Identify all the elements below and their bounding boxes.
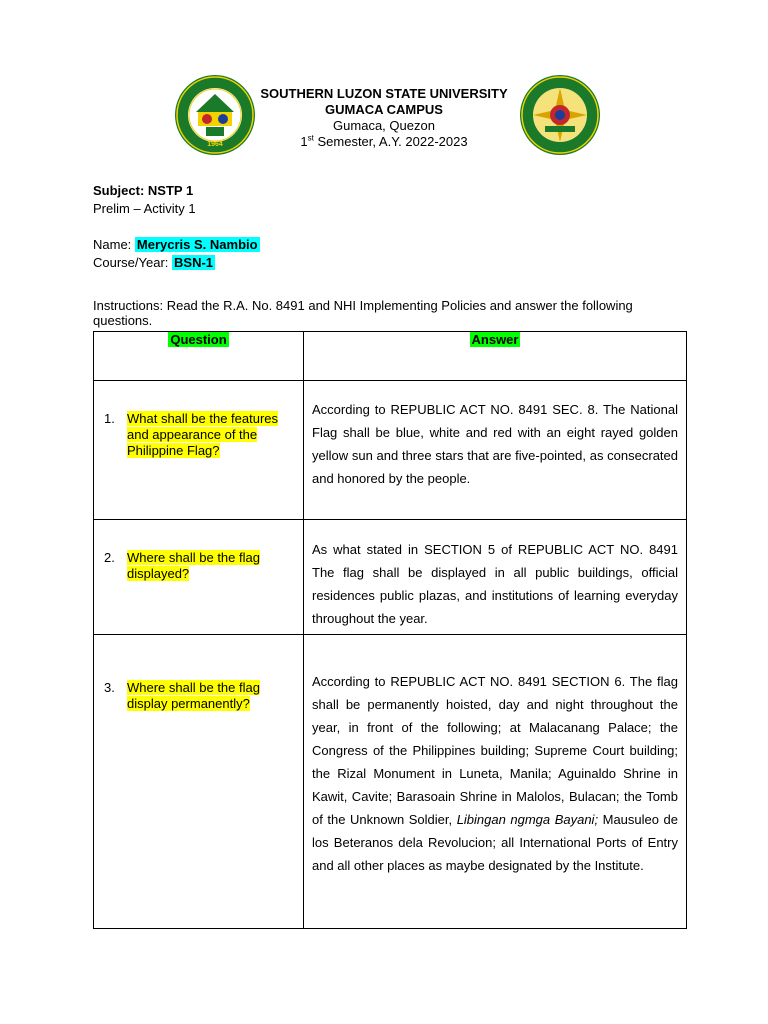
campus-name: GUMACA CAMPUS xyxy=(325,102,443,117)
answer-italic-text: Libingan ngmga Bayani; xyxy=(456,812,599,827)
table-row xyxy=(94,520,687,635)
svg-text:1964: 1964 xyxy=(207,141,223,148)
table-row xyxy=(94,635,687,929)
university-name: SOUTHERN LUZON STATE UNIVERSITY xyxy=(260,86,508,101)
student-name-value: Merycris S. Nambio xyxy=(136,237,258,252)
subject-line: Subject: NSTP 1 xyxy=(93,183,194,198)
answer-text: As what stated in SECTION 5 of REPUBLIC ACT NO. 8491 The flag shall be displayed in all public buildings, official residences public plazas, and institutions of learning everyday throughout the year. xyxy=(312,542,678,626)
answer-cell xyxy=(304,520,687,635)
course-year-value: BSN-1 xyxy=(174,255,214,270)
answer-cell xyxy=(304,381,687,520)
course-label: Course/Year: xyxy=(93,255,173,270)
question-header-cell xyxy=(94,332,304,381)
table-header-row xyxy=(94,332,687,381)
question-answer-table xyxy=(93,331,687,929)
question-text: Where shall be the flag displayed? xyxy=(127,550,260,581)
answer-cell xyxy=(304,635,687,929)
question-text: Where shall be the flag display permanently? xyxy=(127,680,260,711)
question-cell xyxy=(94,520,304,635)
activity-line: Prelim – Activity 1 xyxy=(93,201,196,216)
question-column-header: Question xyxy=(170,332,227,347)
answer-column-header: Answer xyxy=(471,332,519,347)
instructions-text: Instructions: Read the R.A. No. 8491 and NHI Implementing Policies and answer the following questions. xyxy=(93,298,633,328)
answer-text: According to REPUBLIC ACT NO. 8491 SECTION 6. The flag shall be permanently hoisted, day and night throughout the year, in front of the following; at Malacanang Palace; the Congress of the Philippines building; Supreme Court building; the Rizal Monument in Luneta, Manila; Aguinaldo Shrine in Kawit, Cavite; Barasoain Shrine in Malolos, Bulacan; the Tomb of the Unknown Soldier, Libingan ngmga Bayani; Mausuleo de los Beteranos dela Revolucion; all International Ports of Entry and all other places as maybe designated by the Institute. xyxy=(312,674,678,873)
name-label: Name: xyxy=(93,237,135,252)
question-number: 1. xyxy=(104,411,115,426)
document-header xyxy=(160,86,608,150)
question-cell xyxy=(94,635,304,929)
campus-location: Gumaca, Quezon xyxy=(333,118,435,133)
answer-text: According to REPUBLIC ACT NO. 8491 SEC. 8. The National Flag shall be blue, white and red with an eight rayed golden yellow sun and three stars that are five-pointed, as consecrated and honored by the people. xyxy=(312,402,678,486)
question-number: 2. xyxy=(104,550,115,565)
student-name-line xyxy=(93,236,260,253)
semester-line: 1st Semester, A.Y. 2022-2023 xyxy=(300,133,468,149)
course-year-line xyxy=(93,254,215,271)
table-row xyxy=(94,381,687,520)
answer-header-cell xyxy=(304,332,687,381)
question-text: What shall be the features and appearance of the Philippine Flag? xyxy=(127,411,279,458)
question-number: 3. xyxy=(104,680,115,695)
question-cell xyxy=(94,381,304,520)
